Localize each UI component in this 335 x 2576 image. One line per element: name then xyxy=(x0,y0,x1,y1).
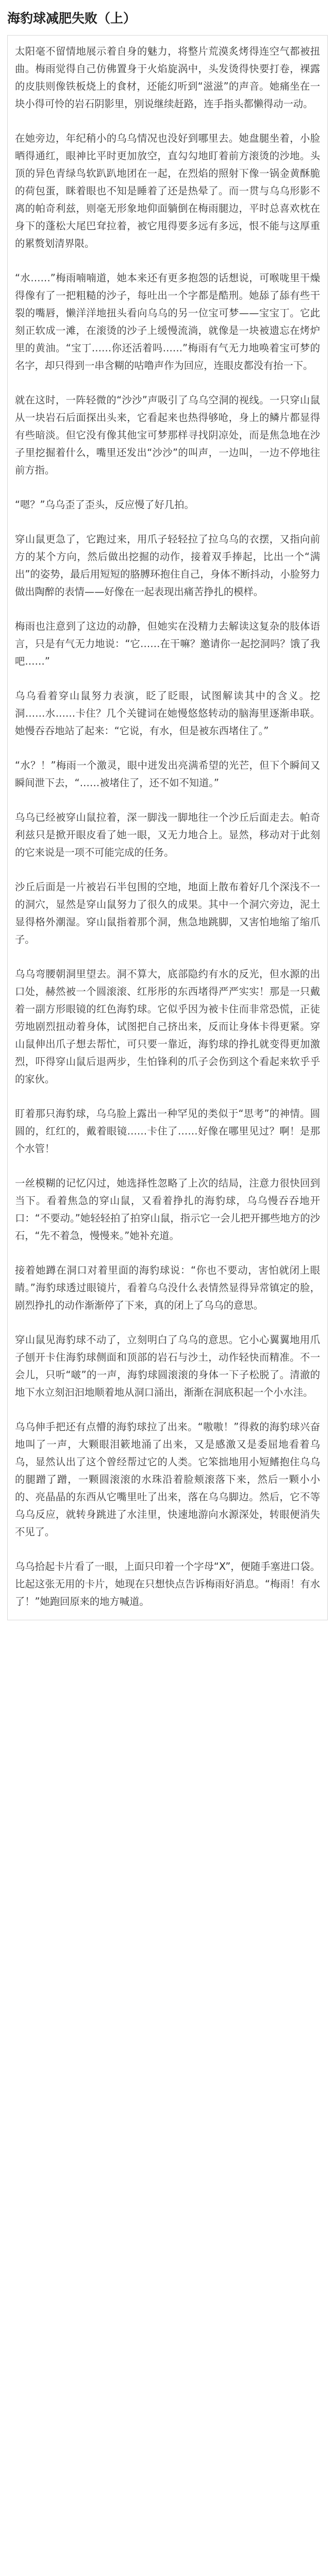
paragraph: 穿山鼠见海豹球不动了，立刻明白了乌乌的意思。它小心翼翼地用爪子刨开卡住海豹球侧面和顶部的岩石与沙土，动作轻快而精准。不一会儿，只听“啵”的一声，海豹球圆滚滚的身体一下子松脱了。清澈的地下水立刻汩汩地顺着地从洞口涌出，渐渐在洞底积起一个小水洼。 xyxy=(15,1334,320,1398)
paragraph: 乌乌伸手把还有点懵的海豹球拉了出来。“嗷嗷！”得救的海豹球兴奋地叫了一声，大颗眼泪簌地涌了出来，又是感激又是委屈地看着乌乌，显然认出了这个曾经帮过它的人类。它笨拙地用小短鳍抱住乌乌的腿蹭了蹭，一颗圆滚滚的水珠沿着脸颊滚落下来，然后一颗小小的、亮晶晶的东西从它嘴里吐了出来，落在乌乌脚边。然后，它不等乌乌反应，就转身跳进了水洼里，快速地游向水源深处，转眼便消失不见了。 xyxy=(15,1421,320,1538)
paragraph: “嗯？”乌乌歪了歪头，反应慢了好几拍。 xyxy=(15,499,194,511)
paragraph: 乌乌弯腰朝洞里望去。洞不算大，底部隐约有水的反光，但水源的出口处，赫然被一个圆滚滚、红彤彤的东西堵得严严实实！那是一只戴着一副方形眼镜的红色海豹球。它似乎因为被卡住而非常恐慌，正徒劳地剧烈扭动着身体，试图把自己挤出来，反而让身体卡得更紧。穿山鼠伸出爪子想去帮忙，可只要一靠近，海豹球的挣扎就变得更加激烈，吓得穿山鼠后退两步，生怕锋利的爪子会伤到这个看起来软乎乎的家伙。 xyxy=(15,968,320,1085)
paragraph: 就在这时，一阵轻微的“沙沙”声吸引了乌乌空洞的视线。一只穿山鼠从一块岩石后面探出头来，它看起来也热得够呛，身上的鳞片都显得有些暗淡。但它没有像其他宝可梦那样寻找阴凉处，而是焦急地在沙子里挖掘着什么，嘴里还发出“沙沙”的叫声，一边叫，一边不停地往前方指。 xyxy=(15,394,320,476)
article-body xyxy=(7,35,328,1620)
paragraph: 沙丘后面是一片被岩石半包围的空地，地面上散布着好几个深浅不一的洞穴，显然是穿山鼠努力了很久的成果。其中一个洞穴旁边，泥土显得格外潮湿。穿山鼠指着那个洞，焦急地跳脚，又害怕地缩了缩爪子。 xyxy=(15,881,320,945)
paragraph: 梅雨也注意到了这边的动静，但她实在没精力去解读这复杂的肢体语言，只是有气无力地说：“它……在干嘛？邀请你一起挖洞吗？饿了我吧……” xyxy=(15,620,320,667)
paragraph: 盯着那只海豹球，乌乌脸上露出一种罕见的类似于“思考”的神情。圆圆的，红红的，戴着眼镜……卡住了……好像在哪里见过？啊！是那个水管！ xyxy=(15,1108,320,1155)
paragraph: 乌乌已经被穿山鼠拉着，深一脚浅一脚地往一个沙丘后面走去。帕奇利兹只是掀开眼皮看了她一眼，又无力地合上。显然，移动对于此刻的它来说是一项不可能完成的任务。 xyxy=(15,811,320,858)
paragraph: 乌乌拾起卡片看了一眼，上面只印着一个字母“X”，便随手塞进口袋。比起这张无用的卡片，她现在只想快点告诉梅雨好消息。“梅雨！有水了！”她跑回原来的地方喊道。 xyxy=(15,1561,320,1607)
paragraph: 乌乌看着穿山鼠努力表演，眨了眨眼，试图解读其中的含义。挖洞……水……卡住？几个关键词在她慢悠悠转动的脑海里逐渐串联。她慢吞吞地站了起来：“它说，有水，但是被东西堵住了。” xyxy=(15,690,320,737)
paragraph: 一丝模糊的记忆闪过，她选择性忽略了上次的结局，注意力很快回到当下。看着焦急的穿山鼠，又看着挣扎的海豹球，乌乌慢吞吞地开口：“不要动。”她轻轻拍了拍穿山鼠，指示它一会儿把开挪些地方的沙石，“先不着急，慢慢来。”她补充道。 xyxy=(15,1177,320,1242)
paragraph: 穿山鼠更急了，它跑过来，用爪子轻轻拉了拉乌乌的衣摆，又指向前方的某个方向，然后做出挖掘的动作，接着双手捧起，比出一个“满出”的姿势，最后用短短的胳膊环抱住自己，身体不断抖动，小脸努力做出陶醉的表情——好像在一起表现出痛苦挣扎的模样。 xyxy=(15,533,320,598)
article-title: 海豹球减肥失败（上） xyxy=(7,11,137,26)
paragraph: 在她旁边，年纪稍小的乌乌情况也没好到哪里去。她盘腿坐着，小脸晒得通红，眼神比平时更加放空，直勾勾地盯着前方滚烫的沙地。头顶的异色青绿鸟软趴趴地团在一起，在烈焰的照射下像一锅金黄酥脆的荷包蛋，眯着眼也不知是睡着了还是热晕了。而一贯与乌乌形影不离的帕奇利兹，则毫无形象地仰面躺倒在梅雨腿边，平时总喜欢枕在身下的蓬松大尾巴耷拉着，被它甩得要多远有多远，恨不能与这厚重的累赘划清界限。 xyxy=(15,132,320,249)
paragraph: 太阳毫不留情地展示着自身的魅力，将整片荒漠炙烤得连空气都被扭曲。梅雨觉得自己仿佛置身于火焰旋涡中，头发烫得快要打卷，裸露的皮肤则像铁板烧上的食材，还能幻听到“滋滋”的声音。她痛坐在一块小得可怜的岩石阴影里，别说继续赶路，连手指头都懒得动一动。 xyxy=(15,45,320,110)
paragraph: 接着她蹲在洞口对着里面的海豹球说：“你也不要动，害怕就闭上眼睛。”海豹球透过眼镜片，看着乌乌没什么表情然显得异常镇定的脸，剧烈挣扎的动作渐渐停了下来，真的闭上了乌乌的意思。 xyxy=(15,1264,320,1311)
paragraph: “水……”梅雨喃喃道，她本来还有更多抱怨的话想说，可喉咙里干燥得像有了一把粗糙的沙子，每吐出一个字都是酷刑。她舔了舔有些干裂的嘴唇，懒洋洋地扭头看向乌乌的另一位宝可梦——宝宝丁。它此刻正软成一滩，在滚烫的沙子上缓慢流淌，就像是一块被遗忘在烤炉里的黄油。“宝丁……你还活着吗……”梅雨有气无力地唤着宝可梦的名字，却只得到一串含糊的咕噜声作为回应，连眼皮都没有抬一下。 xyxy=(15,272,320,371)
paragraph: “水？！”梅雨一个激灵，眼中迸发出亮满希望的光芒，但下个瞬间又瞬间泄下去，“……被堵住了，还不如不知道。” xyxy=(15,759,320,789)
